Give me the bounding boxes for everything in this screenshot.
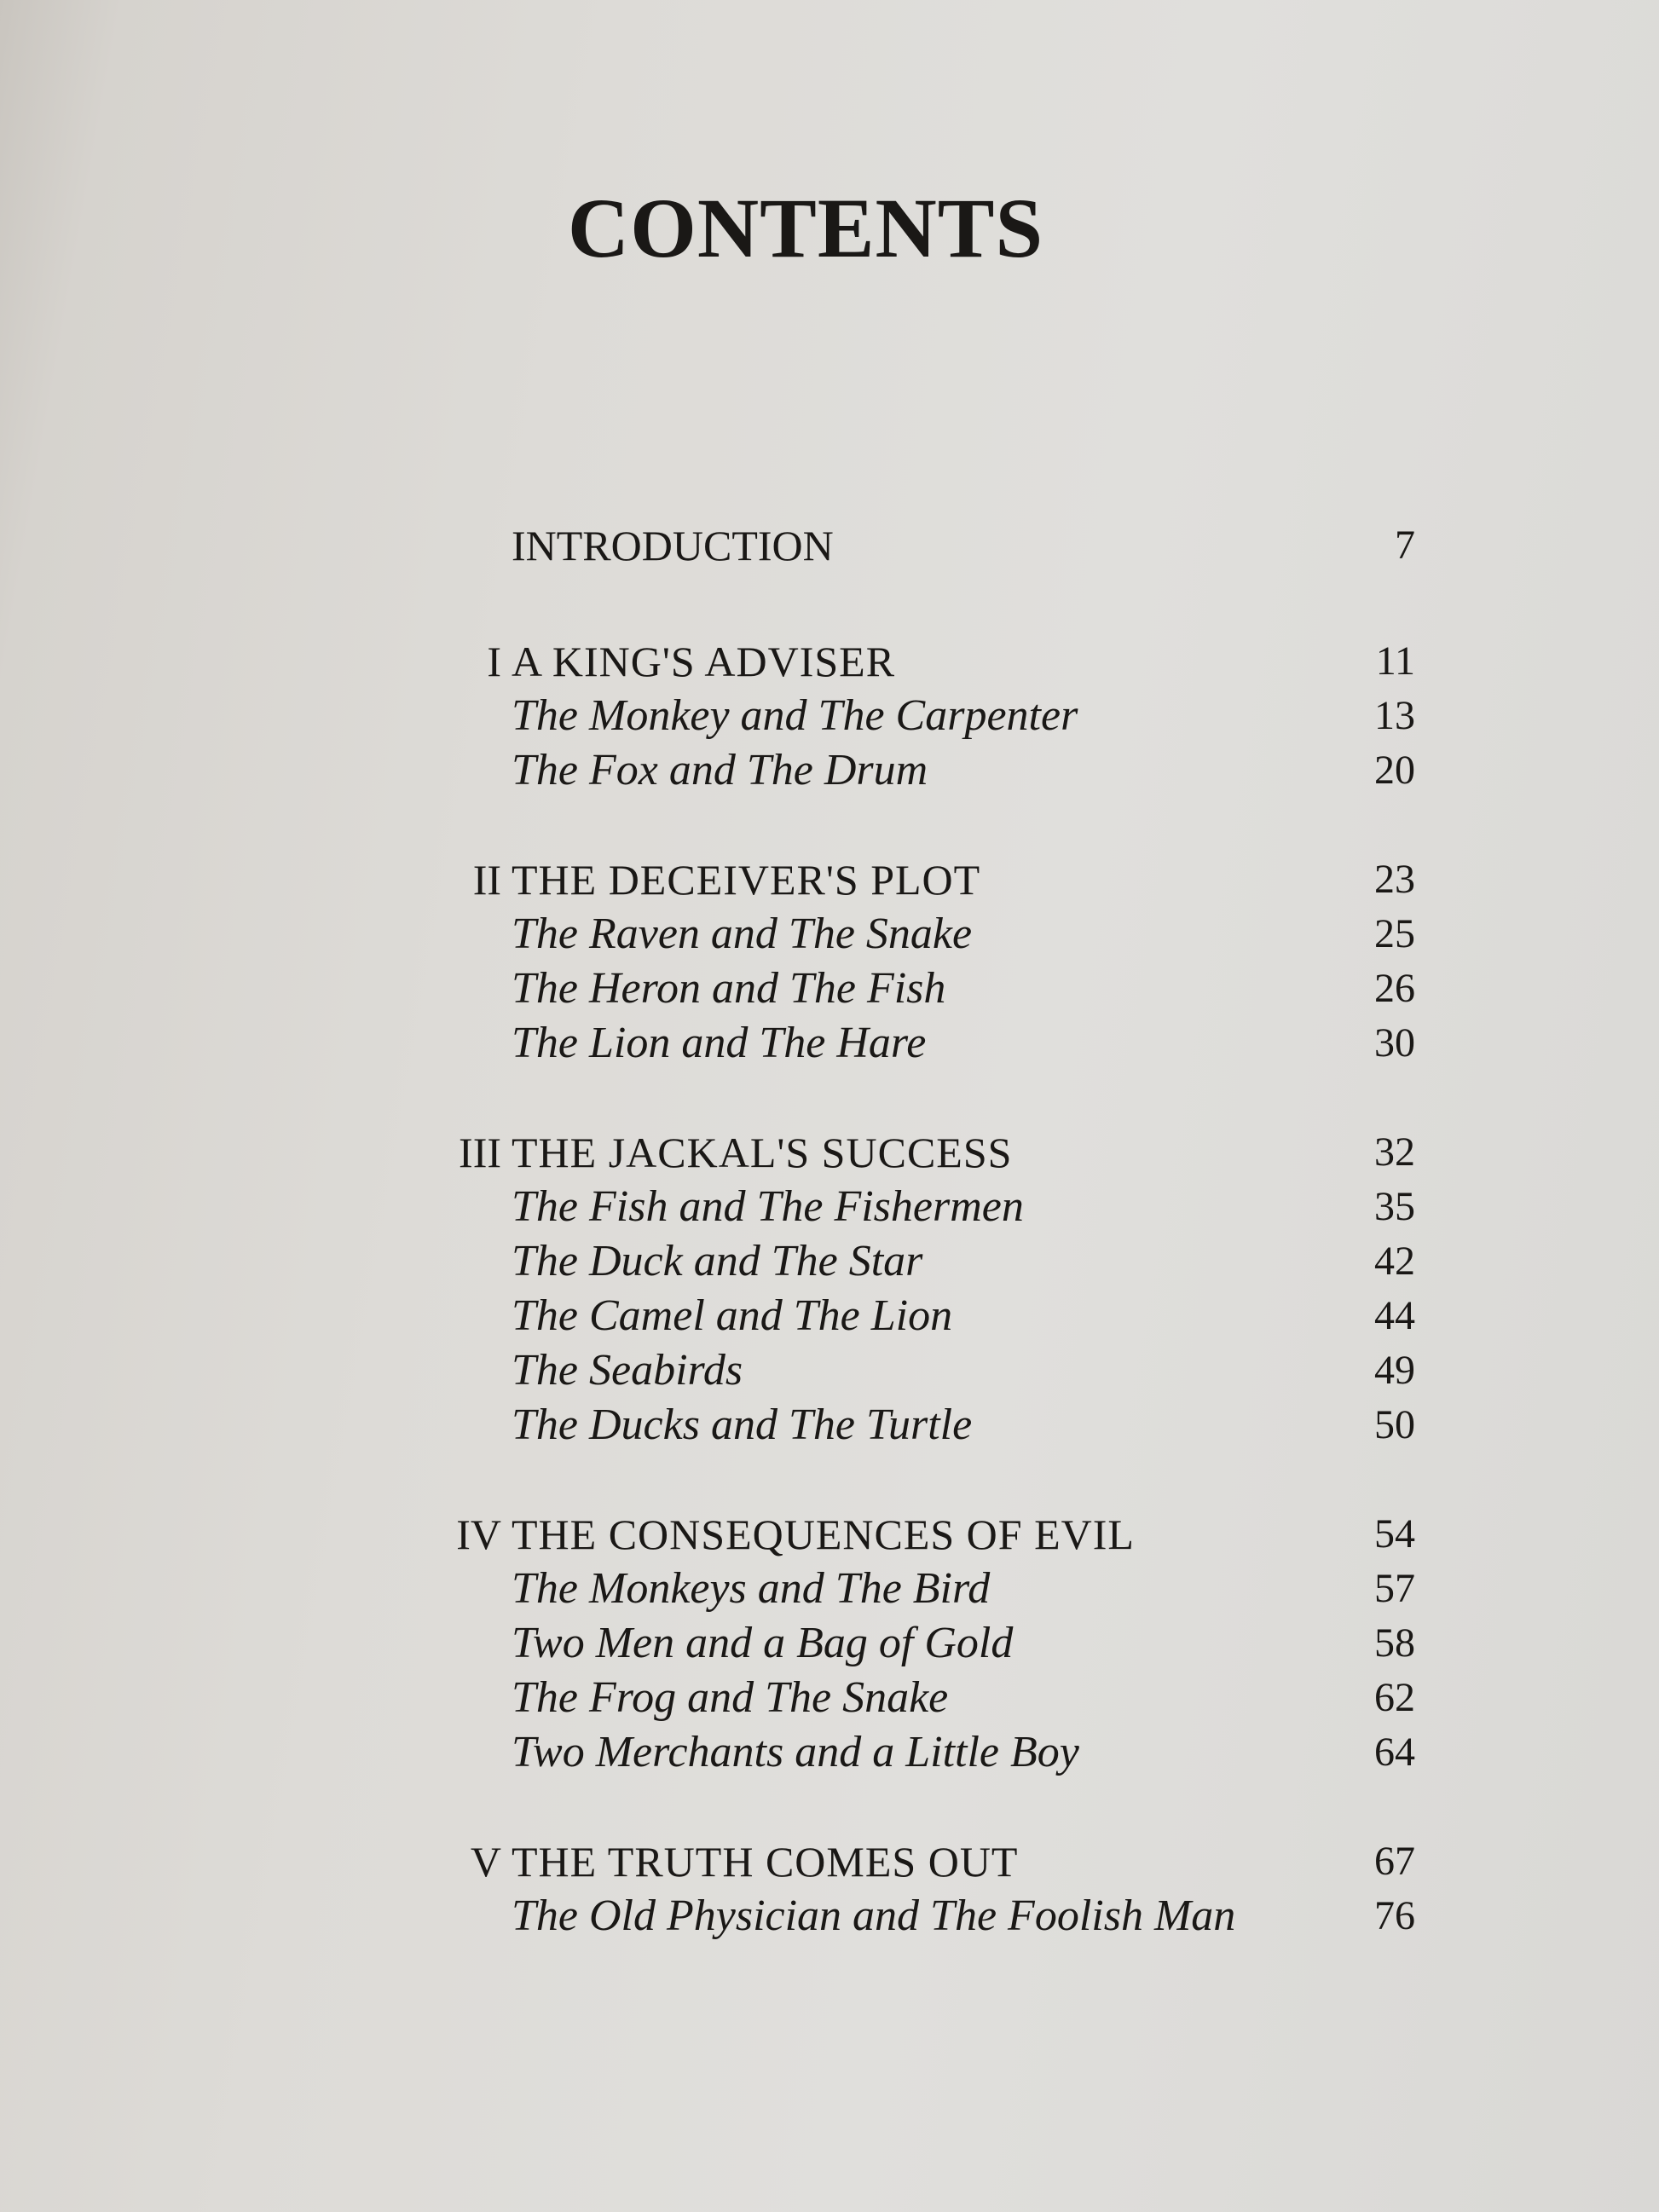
toc-story-row [213,743,1432,798]
story-title: The Heron and The Fish [512,964,946,1013]
toc-story-row [213,1180,1432,1234]
story-title: The Duck and The Star [512,1237,923,1285]
story-page-number: 62 [1374,1675,1415,1720]
toc-story-row [213,1343,1432,1398]
story-title: The Fish and The Fishermen [512,1182,1024,1231]
toc-section [213,1507,1432,1780]
toc-chapter-row [213,634,1432,689]
story-page-number: 76 [1374,1893,1415,1938]
toc-chapter-row [213,852,1432,907]
chapter-numeral: I [487,638,501,685]
story-page-number: 49 [1374,1348,1415,1393]
chapter-title: THE TRUTH COMES OUT [512,1838,1019,1886]
toc-introduction [213,511,1432,580]
story-page-number: 35 [1374,1184,1415,1229]
story-page-number: 58 [1374,1620,1415,1666]
story-page-number: 57 [1374,1566,1415,1611]
chapter-page-number: 67 [1374,1839,1415,1884]
toc-story-row [213,907,1432,962]
story-page-number: 30 [1374,1020,1415,1066]
toc-story-row [213,1398,1432,1453]
story-title: The Raven and The Snake [512,910,973,958]
toc-story-row [213,689,1432,743]
toc-section [213,634,1432,798]
story-title: The Ducks and The Turtle [512,1401,973,1449]
toc-story-row [213,962,1432,1016]
toc-section [213,1834,1432,1943]
toc-sections [213,634,1432,1943]
story-title: The Frog and The Snake [512,1673,949,1722]
toc-chapter-row [213,1834,1432,1889]
chapter-numeral: V [470,1838,501,1886]
chapter-title: THE JACKAL'S SUCCESS [512,1129,1013,1176]
story-page-number: 50 [1374,1402,1415,1447]
chapter-numeral: III [459,1129,501,1176]
story-page-number: 44 [1374,1293,1415,1338]
toc-story-row [213,1671,1432,1725]
story-title: The Fox and The Drum [512,746,928,794]
story-page-number: 42 [1374,1239,1415,1284]
story-title: Two Men and a Bag of Gold [512,1619,1014,1667]
toc-story-row [213,1016,1432,1071]
toc-row [213,511,1432,580]
story-page-number: 13 [1374,693,1415,738]
page-heading: CONTENTS [567,181,1044,275]
chapter-numeral: IV [456,1510,501,1558]
story-title: The Old Physician and The Foolish Man [512,1891,1236,1940]
toc-story-row [213,1562,1432,1616]
chapter-page-number: 11 [1375,638,1415,684]
chapter-title: THE DECEIVER'S PLOT [512,856,981,904]
story-page-number: 20 [1374,748,1415,793]
story-page-number: 26 [1374,966,1415,1011]
chapter-page-number: 32 [1374,1129,1415,1175]
toc-chapter-row [213,1125,1432,1180]
chapter-title: A KING'S ADVISER [512,638,896,685]
chapter-title: THE CONSEQUENCES OF EVIL [512,1510,1135,1558]
story-page-number: 25 [1374,911,1415,956]
toc-section [213,1125,1432,1453]
story-title: The Monkeys and The Bird [512,1564,991,1613]
table-of-contents [213,511,1432,1998]
chapter-numeral: II [472,856,501,904]
introduction-page-number: 7 [1395,523,1415,568]
toc-story-row [213,1889,1432,1943]
toc-story-row [213,1289,1432,1343]
story-title: The Seabirds [512,1346,743,1395]
chapter-page-number: 54 [1374,1511,1415,1556]
story-title: Two Merchants and a Little Boy [512,1728,1079,1776]
chapter-page-number: 23 [1374,857,1415,902]
toc-story-row [213,1616,1432,1671]
introduction-title: INTRODUCTION [512,522,834,569]
story-title: The Camel and The Lion [512,1291,953,1340]
story-page-number: 64 [1374,1730,1415,1775]
toc-story-row [213,1234,1432,1289]
toc-section [213,852,1432,1071]
toc-story-row [213,1725,1432,1780]
story-title: The Monkey and The Carpenter [512,691,1078,740]
story-title: The Lion and The Hare [512,1019,927,1067]
toc-chapter-row [213,1507,1432,1562]
